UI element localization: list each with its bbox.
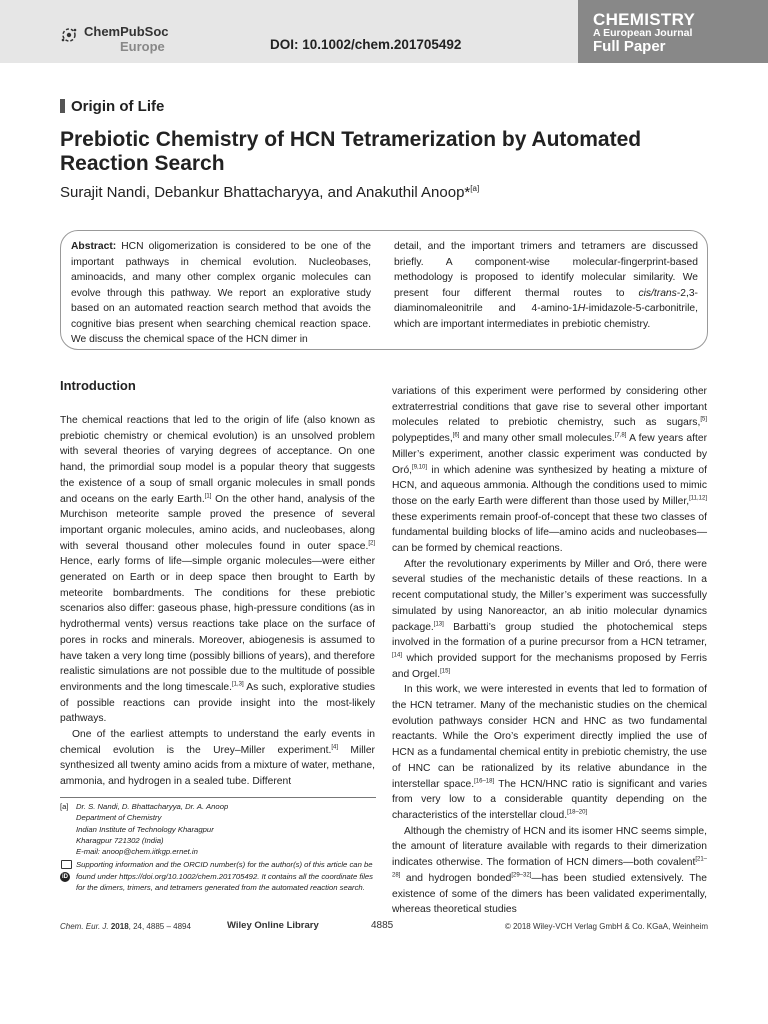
- orcid-icon[interactable]: iD: [62, 874, 68, 881]
- abstract-label: Abstract:: [71, 241, 117, 252]
- abstract-text-right-1: detail, and the important trimers and tetramers are discussed briefly. A component-wise molecular-fingerprint-based methodology is proposed to identify molecular similarity. We present four different thermal routes to: [394, 241, 698, 299]
- reference-link[interactable]: [5]: [700, 416, 707, 423]
- reference-link[interactable]: [18–20]: [567, 809, 588, 816]
- page-number: 4885: [371, 920, 394, 931]
- citation-year: 2018: [110, 922, 129, 931]
- abstract-box: [60, 230, 708, 350]
- abstract-left-column: [71, 239, 371, 348]
- affiliation-line: Kharagpur 721302 (India): [76, 835, 164, 845]
- abstract-text-right-3: -imidazole-5-carbonitrile, which are important intermediates in prebiotic chemistry.: [394, 303, 698, 330]
- reference-link[interactable]: [29–32]: [511, 872, 532, 879]
- abstract-text-right-2: -2,3-diaminomaleonitrile and 4-amino-1: [394, 287, 698, 314]
- journal-name: CHEMISTRY: [593, 10, 696, 29]
- reference-link[interactable]: [16–18]: [474, 778, 495, 785]
- reference-link[interactable]: [13]: [433, 621, 444, 628]
- abstract-cis-trans: cis/trans: [638, 287, 677, 299]
- affiliation-line: Indian Institute of Technology Kharagpur: [76, 824, 214, 834]
- paragraph: Although the chemistry of HCN and its isomer HNC seems simple, the amount of literature available with regards to their dimerization indicates otherwise. The formation of HCN dimers—both covalent[21–28] and hydrogen bonded[29–32]—has been studied extensively. The existence of some of the dimers has been validated experimentally, whereas theoretical studies: [392, 825, 707, 916]
- paragraph: The chemical reactions that led to the origin of life (also known as prebiotic chemistry or chemical evolution) is an unsolved problem with several theories of varying degrees of acceptance. On one hand, the primordial soup model is a popular theory that suggests the existence of a soup of small organic molecules in small ponds and oceans on the early Earth.[1] On the other hand, analysis of the Murchison meteorite sample proved the presence of several important organic molecules, amino acids, and nucleobases, along with several thousand other molecules found in outer space.[2] Hence, early forms of life—simple organic molecules—were either generated on Earth or in deep space then brought to Earth by meteorite bombardments. The conditions for these prebiotic scenarios also differ: gaseous phase, high-pressure conditions (as in hydrothermal vents) versus reactions take place on the surface of pores in rocks and minerals. Moreover, abiogenesis is assumed to have taken a very long time (possibly billions of years), and therefore realistic simulations are not possible due to the multitude of possible environments and the long timescale.[1,3] As such, explorative studies of possible reactions can provide insight into the most-likely pathways.: [60, 415, 375, 725]
- footer-citation: [60, 922, 191, 931]
- citation-journal: Chem. Eur. J.: [60, 922, 109, 931]
- reference-link[interactable]: [15]: [440, 668, 451, 675]
- abstract-h: H: [577, 303, 586, 314]
- citation-rest: , 24, 4885 – 4894: [128, 922, 191, 931]
- reference-link[interactable]: [11,12]: [689, 495, 707, 502]
- copyright: © 2018 Wiley-VCH Verlag GmbH & Co. KGaA, Weinheim: [504, 922, 708, 931]
- journal-badge: [578, 0, 768, 63]
- section-tag-bar: [60, 99, 65, 113]
- reference-link[interactable]: [1]: [204, 493, 212, 500]
- affiliation-footnote-mark: [a]: [60, 802, 69, 811]
- supporting-info-text: Supporting information and the ORCID number(s) for the author(s) of this article can be found under https://doi.org/10.1002/chem.201705492. It contains all the coordinate files for the dimers, trimers, and tetramers generated from the automated reaction search.: [76, 860, 374, 893]
- affiliation-mark[interactable]: [a]: [470, 184, 480, 193]
- doi-link[interactable]: DOI: 10.1002/chem.201705492: [270, 37, 462, 52]
- affiliation-footnote: [60, 801, 375, 857]
- article-title: Prebiotic Chemistry of HCN Tetramerization by Automated Reaction Search: [60, 128, 642, 175]
- abstract-text-left: HCN oligomerization is considered to be one of the important pathways in chemical evolution. Nucleobases, aminoacids, and many other complex organic molecules can evolve through this pathway. We report an explorative study based on an automated reaction search method that avoids the cognitive bias present when searching chemical reaction space. We discuss the chemical space of the HCN dimer in: [71, 241, 371, 345]
- section-tag-label: Origin of Life: [71, 98, 165, 115]
- publisher-sub: Europe: [120, 39, 165, 54]
- author-list: [60, 184, 479, 201]
- introduction-heading: Introduction: [60, 378, 136, 393]
- wiley-online-library-link[interactable]: Wiley Online Library: [227, 920, 319, 931]
- paragraph: After the revolutionary experiments by Miller and Oró, there were several studies of the mechanistic details of these reactions. In a recent computational study, the Miller’s experiment was successfully simulated by using Nanoreactor, an ab initio molecular dynamics package.[13] Barbatti’s group studied the photochemical steps involved in the formation of a purine precursor from a HCN tetramer,[14] which provided support for the mechanisms proposed by Ferris and Orgel.[15]: [392, 558, 707, 680]
- reference-link[interactable]: [2]: [368, 540, 375, 547]
- computer-icon: [61, 860, 72, 869]
- affiliation-line: Department of Chemistry: [76, 813, 162, 823]
- affiliation-email[interactable]: E-mail: anoop@chem.iitkgp.ernet.in: [76, 847, 198, 857]
- right-column: [392, 384, 707, 918]
- footnote-rule: [60, 797, 376, 798]
- article-type: Full Paper: [593, 38, 666, 55]
- section-tag: [60, 98, 164, 115]
- reference-link[interactable]: [9,10]: [412, 464, 428, 471]
- paragraph: In this work, we were interested in events that led to formation of the HCN tetramer. Many of the mechanistic studies on the chemical evolution pathways consider HCN and HNC as two fundamental reactants. While the Oro’s experiment directly implied the use of HCN as a fundamental chemical entity in prebiotic chemistry, the use of HNC can be rationalized by its relative abundance in the interstellar space.[16–18] The HCN/HNC ratio is significant and varies from very low to a considerable quantity depending on the characteristics of the interstellar cloud.[18–20]: [392, 684, 707, 821]
- reference-link[interactable]: [21–28]: [392, 856, 707, 879]
- journal-subtitle: A European Journal: [593, 27, 693, 39]
- reference-link[interactable]: [1,3]: [231, 681, 244, 688]
- paragraph: One of the earliest attempts to understand the early events in chemical evolution is the Urey–Miller experiment.[4] Miller synthesized all twenty amino acids from a mixture of water, methane, ammonia, and hydrogen in a sealed tube. Different: [60, 729, 375, 788]
- reference-link[interactable]: [14]: [392, 652, 403, 659]
- footnotes: [60, 801, 375, 893]
- reference-link[interactable]: [6]: [452, 432, 460, 439]
- supporting-info-note: [60, 859, 375, 893]
- left-column: [60, 413, 375, 790]
- chempubsoc-star-icon: [60, 26, 78, 44]
- abstract-right-column: [394, 239, 698, 332]
- author-names: Surajit Nandi, Debankur Bhattacharyya, and Anakuthil Anoop*: [60, 184, 471, 201]
- paragraph: variations of this experiment were performed by considering other extraterrestrial conditions that gave rise to several other important molecules related to prebiotic chemistry, such as sugars,[5] polypeptides,[6] and many other small molecules.[7,8] A few years after Miller’s experiment, another classic experiment was conducted by Oró,[9,10] in which adenine was synthesized by heating a mixture of HCN, and aqueous ammonia. Although the conditions used to mimic those on the early Earth were different than those used by Miller,[11,12] these experiments remain proof-of-concept that these two classes of fundamental building blocks of life—amino acids and nucleobases—can be formed by chemical reactions.: [392, 386, 707, 555]
- publisher-name: ChemPubSoc: [84, 24, 169, 39]
- reference-link[interactable]: [4]: [331, 744, 339, 751]
- affiliation-line: Dr. S. Nandi, D. Bhattacharyya, Dr. A. Anoop: [76, 802, 229, 811]
- reference-link[interactable]: [7,8]: [614, 432, 627, 439]
